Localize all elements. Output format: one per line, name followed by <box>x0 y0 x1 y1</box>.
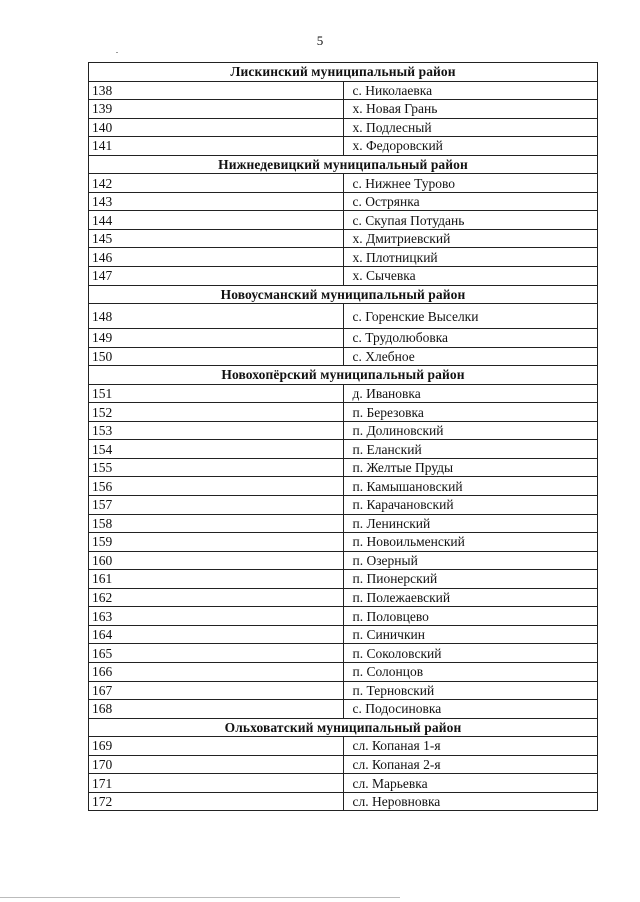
settlement-name: п. Терновский <box>343 681 598 700</box>
settlement-name: п. Еланский <box>343 440 598 459</box>
row-number: 168 <box>89 700 344 719</box>
table-row <box>89 681 598 700</box>
row-number: 171 <box>89 774 344 793</box>
table-row <box>89 403 598 422</box>
row-number: 162 <box>89 588 344 607</box>
table-row <box>89 267 598 286</box>
row-number: 164 <box>89 625 344 644</box>
district-header-row <box>89 63 598 82</box>
district-title: Новоусманский муниципальный район <box>89 285 598 304</box>
district-header-row <box>89 366 598 385</box>
row-number: 165 <box>89 644 344 663</box>
row-number: 161 <box>89 570 344 589</box>
table-row <box>89 644 598 663</box>
row-number: 152 <box>89 403 344 422</box>
settlement-name: д. Ивановка <box>343 384 598 403</box>
row-number: 148 <box>89 304 344 329</box>
settlement-name: п. Желтые Пруды <box>343 458 598 477</box>
row-number: 167 <box>89 681 344 700</box>
table-row <box>89 774 598 793</box>
table-row <box>89 384 598 403</box>
table-row <box>89 607 598 626</box>
table-row <box>89 551 598 570</box>
row-number: 138 <box>89 81 344 100</box>
row-number: 149 <box>89 329 344 348</box>
table-row <box>89 458 598 477</box>
settlement-name: п. Карачановский <box>343 496 598 515</box>
row-number: 146 <box>89 248 344 267</box>
row-number: 172 <box>89 792 344 811</box>
district-header-row <box>89 155 598 174</box>
row-number: 150 <box>89 347 344 366</box>
settlement-name: сл. Марьевка <box>343 774 598 793</box>
table-row <box>89 570 598 589</box>
row-number: 147 <box>89 267 344 286</box>
settlement-name: п. Половцево <box>343 607 598 626</box>
row-number: 155 <box>89 458 344 477</box>
settlement-name: х. Новая Грань <box>343 100 598 119</box>
district-title: Лискинский муниципальный район <box>89 63 598 82</box>
row-number: 139 <box>89 100 344 119</box>
row-number: 145 <box>89 229 344 248</box>
table-row <box>89 248 598 267</box>
row-number: 159 <box>89 533 344 552</box>
settlement-name: с. Горенские Выселки <box>343 304 598 329</box>
settlement-name: с. Скупая Потудань <box>343 211 598 230</box>
row-number: 151 <box>89 384 344 403</box>
settlement-name: п. Ленинский <box>343 514 598 533</box>
table-row <box>89 496 598 515</box>
table-row <box>89 229 598 248</box>
row-number: 156 <box>89 477 344 496</box>
row-number: 142 <box>89 174 344 193</box>
row-number: 154 <box>89 440 344 459</box>
row-number: 140 <box>89 118 344 137</box>
table-row <box>89 625 598 644</box>
settlement-name: п. Долиновский <box>343 421 598 440</box>
settlement-name: с. Нижнее Турово <box>343 174 598 193</box>
settlement-name: х. Плотницкий <box>343 248 598 267</box>
row-number: 170 <box>89 755 344 774</box>
settlement-name: с. Подосиновка <box>343 700 598 719</box>
settlement-name: сл. Копаная 1-я <box>343 737 598 756</box>
settlement-name: х. Сычевка <box>343 267 598 286</box>
settlement-name: х. Федоровский <box>343 137 598 156</box>
table-row <box>89 192 598 211</box>
table-row <box>89 700 598 719</box>
settlements-table <box>88 62 598 811</box>
settlement-name: с. Острянка <box>343 192 598 211</box>
district-title: Нижнедевицкий муниципальный район <box>89 155 598 174</box>
table-row <box>89 347 598 366</box>
settlement-name: п. Камышановский <box>343 477 598 496</box>
scan-mark <box>116 52 118 53</box>
district-title: Ольховатский муниципальный район <box>89 718 598 737</box>
settlement-name: х. Подлесный <box>343 118 598 137</box>
row-number: 157 <box>89 496 344 515</box>
district-title: Новохопёрский муниципальный район <box>89 366 598 385</box>
row-number: 169 <box>89 737 344 756</box>
table-row <box>89 304 598 329</box>
table-row <box>89 211 598 230</box>
table-row <box>89 174 598 193</box>
district-header-row <box>89 285 598 304</box>
settlement-name: п. Полежаевский <box>343 588 598 607</box>
table-row <box>89 755 598 774</box>
table-row <box>89 329 598 348</box>
settlement-name: п. Солонцов <box>343 662 598 681</box>
settlement-name: с. Николаевка <box>343 81 598 100</box>
district-header-row <box>89 718 598 737</box>
table-row <box>89 792 598 811</box>
table-row <box>89 421 598 440</box>
bottom-divider <box>0 897 400 898</box>
table-row <box>89 533 598 552</box>
settlement-name: сл. Копаная 2-я <box>343 755 598 774</box>
table-row <box>89 100 598 119</box>
settlement-name: п. Березовка <box>343 403 598 422</box>
table-row <box>89 477 598 496</box>
row-number: 153 <box>89 421 344 440</box>
row-number: 163 <box>89 607 344 626</box>
table-row <box>89 118 598 137</box>
row-number: 144 <box>89 211 344 230</box>
settlement-name: х. Дмитриевский <box>343 229 598 248</box>
settlement-name: сл. Неровновка <box>343 792 598 811</box>
table-row <box>89 137 598 156</box>
settlement-name: п. Соколовский <box>343 644 598 663</box>
settlement-name: с. Трудолюбовка <box>343 329 598 348</box>
row-number: 143 <box>89 192 344 211</box>
row-number: 141 <box>89 137 344 156</box>
settlement-name: п. Синичкин <box>343 625 598 644</box>
table-row <box>89 440 598 459</box>
settlement-name: п. Озерный <box>343 551 598 570</box>
table-row <box>89 81 598 100</box>
page-number: 5 <box>316 33 324 48</box>
row-number: 160 <box>89 551 344 570</box>
table-row <box>89 737 598 756</box>
settlement-name: с. Хлебное <box>343 347 598 366</box>
settlements-table-body <box>89 63 598 811</box>
settlement-name: п. Новоильменский <box>343 533 598 552</box>
row-number: 166 <box>89 662 344 681</box>
table-row <box>89 662 598 681</box>
table-row <box>89 514 598 533</box>
row-number: 158 <box>89 514 344 533</box>
table-row <box>89 588 598 607</box>
settlement-name: п. Пионерский <box>343 570 598 589</box>
